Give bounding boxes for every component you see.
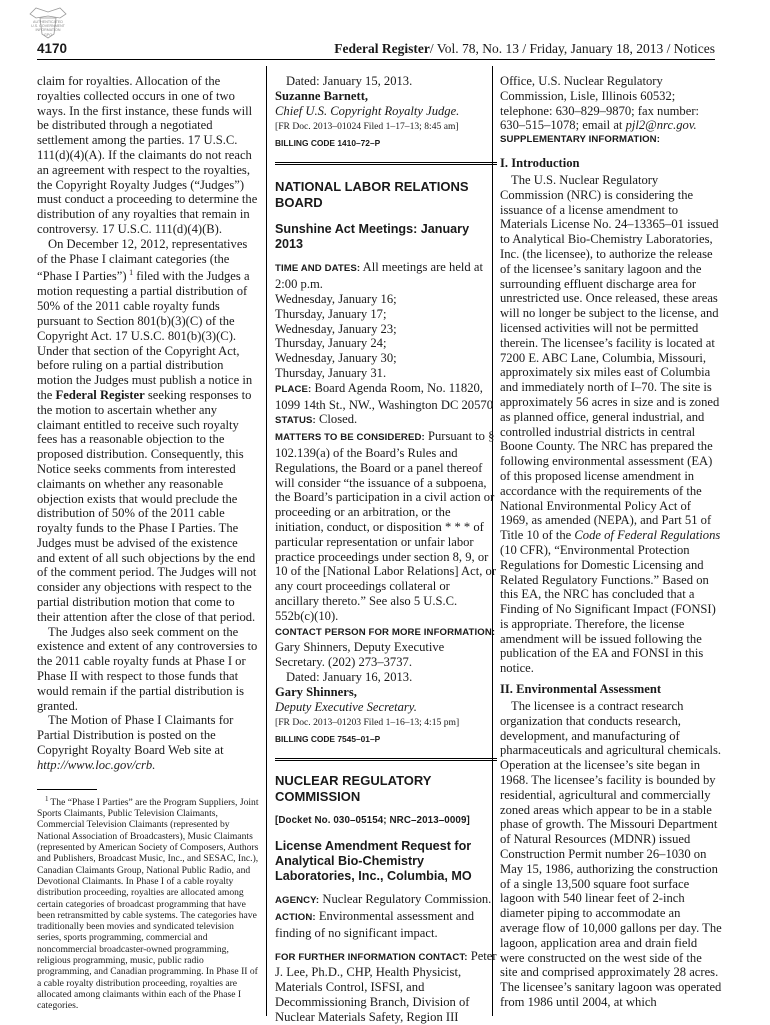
title: Deputy Executive Secretary. — [275, 699, 417, 714]
date-item: Wednesday, January 30; — [275, 351, 397, 366]
fr-doc-line: [FR Doc. 2013–01024 Filed 1–17–13; 8:45 am] — [275, 121, 459, 133]
paragraph: claim for royalties. Allocation of the royalties collected occurs in one of two ways. In the first instance, these funds will be distributed through a negotiated settlement among the parties. 17 U.S.C. 111(d)(4)(A). If the claimants do not reach an agreement with respect to the royalties, the Copyright Royalty Judges (“Judges”) must conduct a proceeding to determine the distribution of any royalties that remain in controversy. 17 U.S.C. 111(d)(4)(B). — [37, 74, 258, 236]
logo-line-1: AUTHENTICATED — [33, 20, 63, 24]
label: FOR FURTHER INFORMATION CONTACT: — [275, 951, 468, 963]
paragraph — [37, 237, 259, 625]
publication-name: Federal Register — [334, 41, 430, 56]
logo-line-3: INFORMATION — [35, 28, 61, 32]
label: AGENCY: — [275, 895, 320, 907]
footnote — [37, 794, 259, 1012]
section-separator — [275, 758, 497, 761]
label: MATTERS TO BE CONSIDERED: — [275, 432, 425, 444]
text-run: seeking responses to the motion to ascertain whether any claimant entitled to receive such royalty fees has a reasonable objection to the proposed distribution. Consequently, this Notice seeks comments from interested claimants on whether any reasonable objection exists that would preclude the distribution of 50% of the 2011 cable royalty funds to the Phase I Parties. The Judges must be advised of the existence and extent of all such objections by the end of the comment period. The Judges will not consider any objections with respect to the partial distribution motion that come to their attention after the close of that period. — [37, 387, 257, 624]
footnote-rule — [37, 789, 97, 790]
text-run: Gary Shinners, Deputy Executive Secretary. (202) 273–3737. — [275, 640, 445, 670]
paragraph — [275, 909, 497, 941]
paragraph — [500, 173, 722, 676]
url-link[interactable]: http://www.loc.gov/crb. — [37, 757, 156, 772]
text-run: Nuclear Regulatory Commission. — [319, 892, 492, 907]
logo-line-2: U.S. GOVERNMENT — [31, 24, 65, 28]
footnote-number: 1 — [45, 794, 49, 803]
paragraph — [500, 74, 722, 133]
dated-line: Dated: January 16, 2013. — [286, 670, 413, 684]
signer-title — [275, 104, 497, 119]
text-run: Peter J. Lee, Ph.D., CHP, Health Physicist, Materials Control, ISFSI, and Decommissioning Branch, Division of Nuclear Materials Safety, Region III — [275, 948, 497, 1024]
section-heading: II. Environmental Assessment — [500, 682, 662, 697]
text-run: Closed. — [315, 412, 358, 427]
header-rule — [37, 59, 715, 60]
date-item: Thursday, January 24; — [275, 336, 387, 351]
issue-info: / Vol. 78, No. 13 / Friday, January 18, 2013 / Notices — [429, 41, 715, 56]
signer-name — [275, 685, 497, 700]
signer: Gary Shinners, — [275, 684, 357, 699]
docket-number: [Docket No. 030–05154; NRC–2013–0009] — [275, 815, 470, 827]
title: Chief U.S. Copyright Royalty Judge. — [275, 103, 460, 118]
billing-code: BILLING CODE 1410–72–P — [275, 137, 381, 148]
paragraph — [275, 381, 497, 413]
dated-line: Dated: January 15, 2013. — [286, 74, 413, 88]
text-run: Environmental assessment and finding of no significant impact. — [275, 909, 475, 940]
paragraph — [275, 429, 497, 623]
section-heading: I. Introduction — [500, 155, 580, 170]
text-run: filed with the Judges a motion requesting a partial distribution of 50% of the 2011 cable royalty funds pursuant to Section 801(b)(3)(C) of the Copyright Act. 17 U.S.C. 801(b)(3)(C). Under that section of the Copyright Act, before ruling on a partial distribution motion the Judges must publish a notice in the — [37, 269, 253, 402]
text-run: The Motion of Phase I Claimants for Partial Distribution is posted on the Copyright Royalty Board Web site at — [37, 713, 234, 758]
page-number: 4170 — [37, 41, 68, 56]
date-item: Wednesday, January 23; — [275, 321, 397, 336]
logo-line-4: GPO — [44, 33, 52, 37]
label: STATUS: — [275, 415, 316, 427]
date-item: Wednesday, January 16; — [275, 292, 397, 307]
supplementary-label: SUPPLEMENTARY INFORMATION: — [500, 134, 661, 146]
label: CONTACT PERSON FOR MORE INFORMATION: — [275, 626, 496, 638]
signer-name — [275, 89, 497, 104]
label: PLACE: — [275, 383, 312, 395]
gpo-authentication-logo — [26, 6, 70, 40]
email-link[interactable]: pjl2@nrc.gov. — [625, 118, 697, 133]
billing-code: BILLING CODE 7545–01–P — [275, 733, 381, 744]
running-head — [334, 41, 715, 57]
column-1 — [37, 74, 259, 1014]
signer-title — [275, 700, 497, 715]
text-run: On December 12, 2012, representatives of the Phase I claimant categories (the “Phase I Parties”) — [37, 236, 248, 284]
column-3 — [500, 74, 722, 1014]
paragraph — [275, 892, 497, 909]
text-bold: Federal Register — [55, 387, 145, 402]
text-run: Pursuant to § 102.139(a) of the Board’s Rules and Regulations, the Board or a panel thereof will consider “the issuance of a subpoena, the Board’s participation in a civil action or proceeding or an arbitration, or the initiation, conduct, or disposition * * * of particular representation or unfair labor practice proceedings under section 8, 9, or 10 of the [National Labor Relations] Act, or any court proceedings collateral or ancillary thereto.” See also 5 U.S.C. 552b(c)(10). — [275, 429, 497, 623]
date-item: Thursday, January 17; — [275, 306, 387, 321]
text-run: All meetings are held at 2:00 p.m. — [275, 260, 483, 292]
paragraph — [275, 949, 497, 1025]
paragraph — [37, 713, 259, 772]
paragraph: The Judges also seek comment on the existence and extent of any controversies to the 2011 cable royalty funds at Phase I or Phase II with respect to those funds that would remain if the partial distribution is granted. — [37, 624, 258, 713]
section-separator — [275, 162, 497, 165]
text-run: The U.S. Nuclear Regulatory Commission (NRC) is considering the issuance of a license amendment to Materials License No. 24–13365–01 issued to Analytical Bio-Chemistry Laboratories, Inc. (the licensee), to authorize the release of the licensee’s sanitary lagoon and the surrounding effluent discharge area for unrestricted use. Once released, these areas will no longer be subject to the license, and licensed activities will not be permitted therein. The licensee’s facility is located at 7200 E. ABC Lane, Columbia, Missouri, approximately six miles east of Columbia and immediately north of I–70. The site is approximately 56 acres in size and is zoned as planned office, general industrial, and controlled industrial districts in central Boone County. The NRC has prepared the following environmental assessment (EA) of this proposed license amendment in accordance with the requirements of the National Environmental Policy Act of 1969, as amended (NEPA), and Part 51 of Title 10 of the — [500, 172, 720, 543]
text-run: Office, U.S. Nuclear Regulatory Commission, Lisle, Illinois 60532; telephone: 630–829–9870; fax number: 630–515–1078; email at — [500, 74, 700, 133]
agency-heading: NATIONAL LABOR RELATIONS BOARD — [275, 179, 469, 210]
text-run: Board Agenda Room, No. 11820, 1099 14th St., NW., Washington DC 20570 — [275, 380, 493, 412]
text-run: The “Phase I Parties” are the Program Suppliers, Joint Sports Claimants, Public Television Claimants, Commercial Television Claimants (represented by National Association of Broadcasters), Music Claimants (represented by American Society of Composers, Authors and Publishers, Broadcast Music, Inc., and SESAC, Inc.), Canadian Claimants Group, National Public Radio, and Devotional Claimants. In Phase I of a cable royalty distribution proceeding, royalties are allocated among certain categories of broadcast programming that have been retransmitted by cable systems. The categories have traditionally been movies and syndicated television series, sports programming, commercial and noncommercial broadcaster-owned programming, religious programming, music, public radio programming, and Canadian programming. In Phase II of a cable royalty distribution proceeding, royalties are allocated among claimants within each of the Phase I categories. — [37, 796, 259, 1012]
text-run: (10 CFR), “Environmental Protection Regulations for Domestic Licensing and Related Regulatory Functions.” Based on this EA, the NRC has concluded that a Finding of No Significant Impact (FONSI) is appropriate. Therefore, the license amendment will be issued following the publication of the EA and FONSI in this notice. — [500, 542, 716, 676]
paragraph — [275, 260, 497, 292]
paragraph: The licensee is a contract research organization that conducts research, development, and manufacturing of pharmaceuticals and agricultural chemicals. Operation at the licensee’s site began in 1968. The licensee’s facility is bounded by residential, agricultural and commercially zoned areas which appear to be in a stable phase of growth. The Missouri Department of Natural Resources (MDNR) issued Construction Permit number 26–1030 on May 15, 1986, authorizing the construction of a single 13,500 square foot surface lagoon with 540 linear feet of 2-inch diameter piping to accommodate an average flow of 10,000 gallons per day. The lagoon, application area and drain field were constructed on the west side of the site and comprised approximately 28 acres. The licensee’s sanitary lagoon was operated from 1986 until 2004, at which — [500, 699, 722, 1010]
notice-subject: License Amendment Request for Analytical Bio-Chemistry Laboratories, Inc., Columbia, MO — [275, 839, 472, 884]
footnote-text — [37, 794, 259, 1012]
paragraph — [275, 624, 497, 670]
date-item: Thursday, January 31. — [275, 366, 387, 381]
paragraph — [275, 412, 497, 429]
fr-doc-line: [FR Doc. 2013–01203 Filed 1–16–13; 4:15 pm] — [275, 717, 460, 729]
signer: Suzanne Barnett, — [275, 88, 369, 103]
eagle-seal-icon — [26, 6, 70, 40]
agency-heading: NUCLEAR REGULATORY COMMISSION — [275, 773, 432, 804]
text-italic: Code of Federal Regulations — [574, 528, 721, 543]
column-2 — [275, 74, 497, 1024]
label: ACTION: — [275, 912, 316, 924]
column-divider-1 — [266, 66, 267, 1016]
notice-subject: Sunshine Act Meetings: January 2013 — [275, 222, 470, 252]
footnote-ref: 1 — [129, 268, 134, 278]
label: TIME AND DATES: — [275, 263, 361, 275]
